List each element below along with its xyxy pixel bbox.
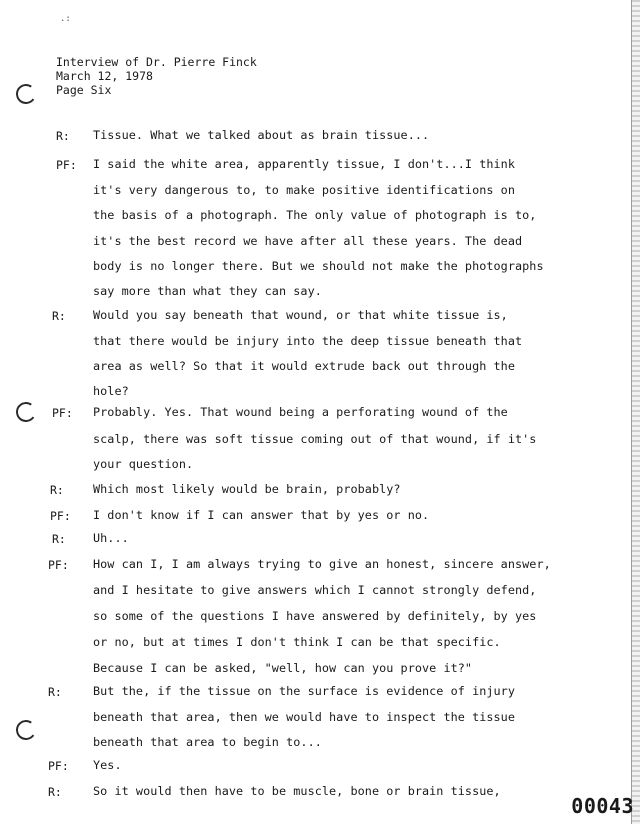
speaker-label: R: (52, 309, 66, 323)
transcript-line: beneath that area, then we would have to inspect the tissue (93, 710, 515, 724)
punch-hole-top (14, 82, 37, 105)
transcript-line: beneath that area to begin to... (93, 735, 322, 749)
punch-hole-middle (14, 400, 37, 423)
header-title: Interview of Dr. Pierre Finck (56, 55, 257, 69)
speaker-label: PF: (50, 509, 71, 523)
speaker-label: PF: (48, 759, 69, 773)
speaker-label: R: (56, 129, 70, 143)
transcript-line: hole? (93, 384, 129, 398)
transcript-line: your question. (93, 457, 194, 471)
document-header (56, 55, 257, 97)
transcript-line: say more than what they can say. (93, 284, 322, 298)
speaker-label: R: (48, 685, 62, 699)
transcript-line: body is no longer there. But we should not make the photographs (93, 259, 544, 273)
transcript-line: it's very dangerous to, to make positive identifications on (93, 183, 515, 197)
transcript-line: I said the white area, apparently tissue, I don't...I think (93, 157, 515, 171)
speaker-label: R: (52, 532, 66, 546)
transcript-line: I don't know if I can answer that by yes or no. (93, 508, 430, 522)
transcript-line: Which most likely would be brain, probably? (93, 482, 401, 496)
page-edge-texture (632, 0, 640, 824)
speaker-label: PF: (52, 406, 73, 420)
speaker-label: PF: (48, 558, 69, 572)
transcript-line: so some of the questions I have answered by definitely, by yes (93, 609, 537, 623)
transcript-line: Tissue. What we talked about as brain tissue... (93, 128, 430, 142)
transcript-line: that there would be injury into the deep tissue beneath that (93, 334, 523, 348)
transcript-line: it's the best record we have after all these years. The dead (93, 234, 523, 248)
speaker-label: R: (50, 483, 64, 497)
transcript-line: or no, but at times I don't think I can be that specific. (93, 635, 501, 649)
transcript-line: Uh... (93, 531, 129, 545)
punch-hole-bottom (14, 718, 37, 741)
speaker-label: PF: (56, 158, 77, 172)
transcript-line: Probably. Yes. That wound being a perforating wound of the (93, 405, 508, 419)
header-date: March 12, 1978 (56, 69, 153, 83)
bates-number: 00043 (571, 794, 634, 818)
transcript-line: Would you say beneath that wound, or that white tissue is, (93, 308, 508, 322)
transcript-line: the basis of a photograph. The only value of photograph is to, (93, 208, 537, 222)
transcript-line: But the, if the tissue on the surface is evidence of injury (93, 684, 515, 698)
transcript-line: So it would then have to be muscle, bone or brain tissue, (93, 784, 501, 798)
transcript-line: How can I, I am always trying to give an honest, sincere answer, (93, 557, 551, 571)
transcript-line: area as well? So that it would extrude back out through the (93, 359, 515, 373)
transcript-line: scalp, there was soft tissue coming out of that wound, if it's (93, 432, 537, 446)
header-page: Page Six (56, 83, 112, 97)
scan-speck: .: (60, 14, 71, 24)
transcript-line: Yes. (93, 758, 122, 772)
transcript-line: and I hesitate to give answers which I cannot strongly defend, (93, 583, 537, 597)
transcript-line: Because I can be asked, "well, how can you prove it?" (93, 661, 473, 675)
speaker-label: R: (48, 785, 62, 799)
